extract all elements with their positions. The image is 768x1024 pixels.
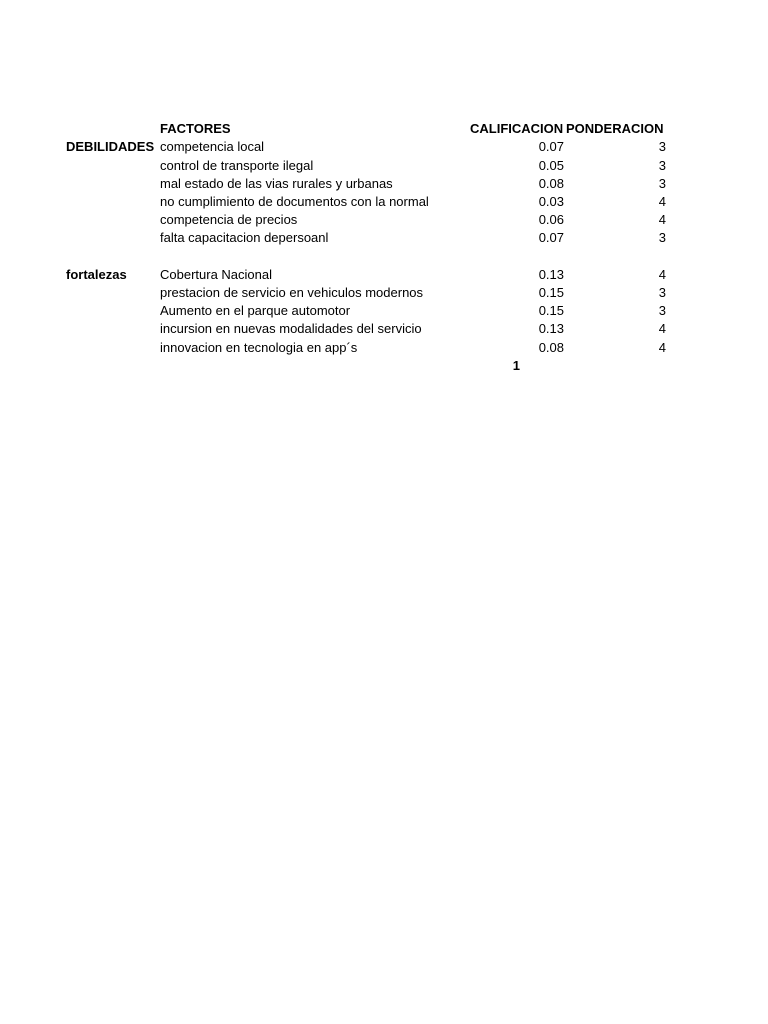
calificacion-cell: 0.07	[538, 230, 564, 245]
calificacion-cell: 0.06	[538, 212, 564, 227]
ponderacion-cell: 4	[658, 340, 666, 355]
factor-cell: innovacion en tecnologia en app´s	[160, 340, 358, 355]
table-row	[0, 193, 768, 211]
factor-cell: competencia local	[160, 139, 265, 154]
calificacion-cell: 0.07	[538, 139, 564, 154]
ponderacion-cell: 4	[658, 212, 666, 227]
group-label-debilidades: DEBILIDADES	[66, 139, 155, 154]
table-row	[0, 339, 768, 357]
header-calificacion: CALIFICACION	[470, 121, 564, 136]
ponderacion-cell: 3	[658, 303, 666, 318]
ponderacion-cell: 3	[658, 139, 666, 154]
table-row	[0, 175, 768, 193]
table-row	[0, 211, 768, 229]
calificacion-cell: 0.13	[538, 267, 564, 282]
table-row	[0, 138, 768, 156]
header-ponderacion: PONDERACION	[566, 121, 664, 136]
table-row	[0, 284, 768, 302]
calificacion-cell: 0.03	[538, 194, 564, 209]
header-row	[0, 120, 768, 138]
table-row	[0, 157, 768, 175]
ponderacion-cell: 3	[658, 176, 666, 191]
calificacion-cell: 0.15	[538, 303, 564, 318]
calificacion-cell: 0.13	[538, 321, 564, 336]
table-row	[0, 266, 768, 284]
calificacion-cell: 0.15	[538, 285, 564, 300]
group-label-fortalezas: fortalezas	[66, 267, 127, 282]
total-row	[0, 357, 768, 375]
ponderacion-cell: 3	[658, 230, 666, 245]
total-value: 1	[512, 358, 520, 373]
ponderacion-cell: 3	[658, 285, 666, 300]
factor-cell: control de transporte ilegal	[160, 158, 314, 173]
ponderacion-cell: 4	[658, 321, 666, 336]
calificacion-cell: 0.08	[538, 176, 564, 191]
factor-cell: Aumento en el parque automotor	[160, 303, 351, 318]
ponderacion-cell: 3	[658, 158, 666, 173]
factor-cell: prestacion de servicio en vehiculos modernos	[160, 285, 424, 300]
factor-cell: Cobertura Nacional	[160, 267, 273, 282]
ponderacion-cell: 4	[658, 194, 666, 209]
factor-cell: mal estado de las vias rurales y urbanas	[160, 176, 393, 191]
table-row	[0, 320, 768, 338]
ponderacion-cell: 4	[658, 267, 666, 282]
factor-cell: incursion en nuevas modalidades del servicio	[160, 321, 422, 336]
calificacion-cell: 0.08	[538, 340, 564, 355]
table-row	[0, 302, 768, 320]
factor-cell: no cumplimiento de documentos con la normal	[160, 194, 429, 209]
header-factores: FACTORES	[160, 121, 231, 136]
factor-cell: competencia de precios	[160, 212, 298, 227]
calificacion-cell: 0.05	[538, 158, 564, 173]
table-row	[0, 229, 768, 247]
factor-cell: falta capacitacion depersoanl	[160, 230, 329, 245]
